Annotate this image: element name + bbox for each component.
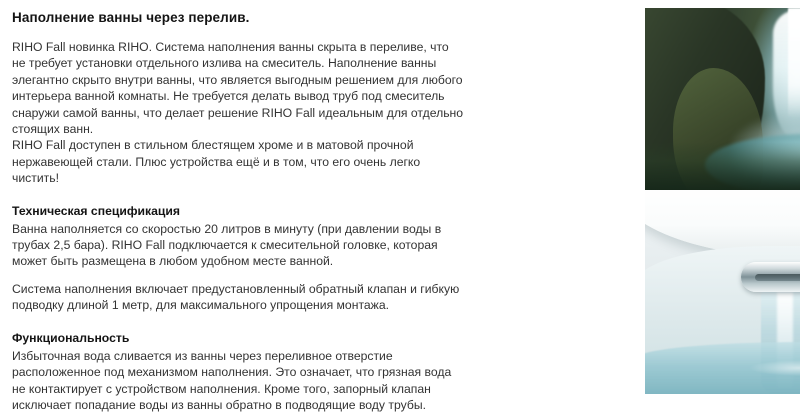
filler-outlet-slot bbox=[755, 274, 800, 281]
section-heading-functionality: Функциональность bbox=[12, 330, 130, 345]
waterfall-highlight bbox=[788, 8, 800, 118]
moss-shadow bbox=[645, 142, 800, 190]
page-title: Наполнение ванны через перелив. bbox=[12, 10, 250, 25]
product-photo bbox=[645, 8, 800, 394]
functionality-paragraph-1: Избыточная вода сливается из ванны через переливное отверстие расположенное под механизмом наполнения. Это означает, что грязная вода не контактирует с устройством наполнения. Кроме того, запорный клапан исключает попадание воды из ванны обратно в подводящие воду трубы. bbox=[12, 348, 452, 412]
waterfall-photo bbox=[645, 8, 800, 190]
intro-paragraph-1: RIHO Fall новинка RIHO. Система наполнения ванны скрыта в переливе, что не требует установки отдельного излива на смеситель. Наполнение ванны элегантно скрыто внутри ванны, что является выгодным решением для любого интерьера ванной комнаты. Не требуется делать вывод труб под смеситель снаружи самой ванны, что делает решение RIHO Fall идеальным для отдельно стоящих ванн. bbox=[12, 40, 464, 137]
section-heading-technical: Техническая спецификация bbox=[12, 203, 180, 218]
text-column bbox=[8, 0, 470, 412]
image-column bbox=[480, 0, 800, 402]
bathtub-overflow-filler-photo bbox=[645, 190, 800, 394]
technical-paragraph-2: Система наполнения включает предустановленный обратный клапан и гибкую подводку длиной 1 метр, для максимального упрощения монтажа. bbox=[12, 281, 460, 313]
intro-paragraph-2: RIHO Fall доступен в стильном блестящем хроме и в матовой прочной нержавеющей стали. Плюс устройства ещё и в том, что его очень легко чистить! bbox=[12, 138, 421, 186]
technical-paragraph-1: Ванна наполняется со скоростью 20 литров в минуту (при давлении воды в трубах 2,5 бара). RIHO Fall подключается к смесительной головке, которая может быть размещена в любом удобном месте ванной. bbox=[12, 221, 442, 269]
